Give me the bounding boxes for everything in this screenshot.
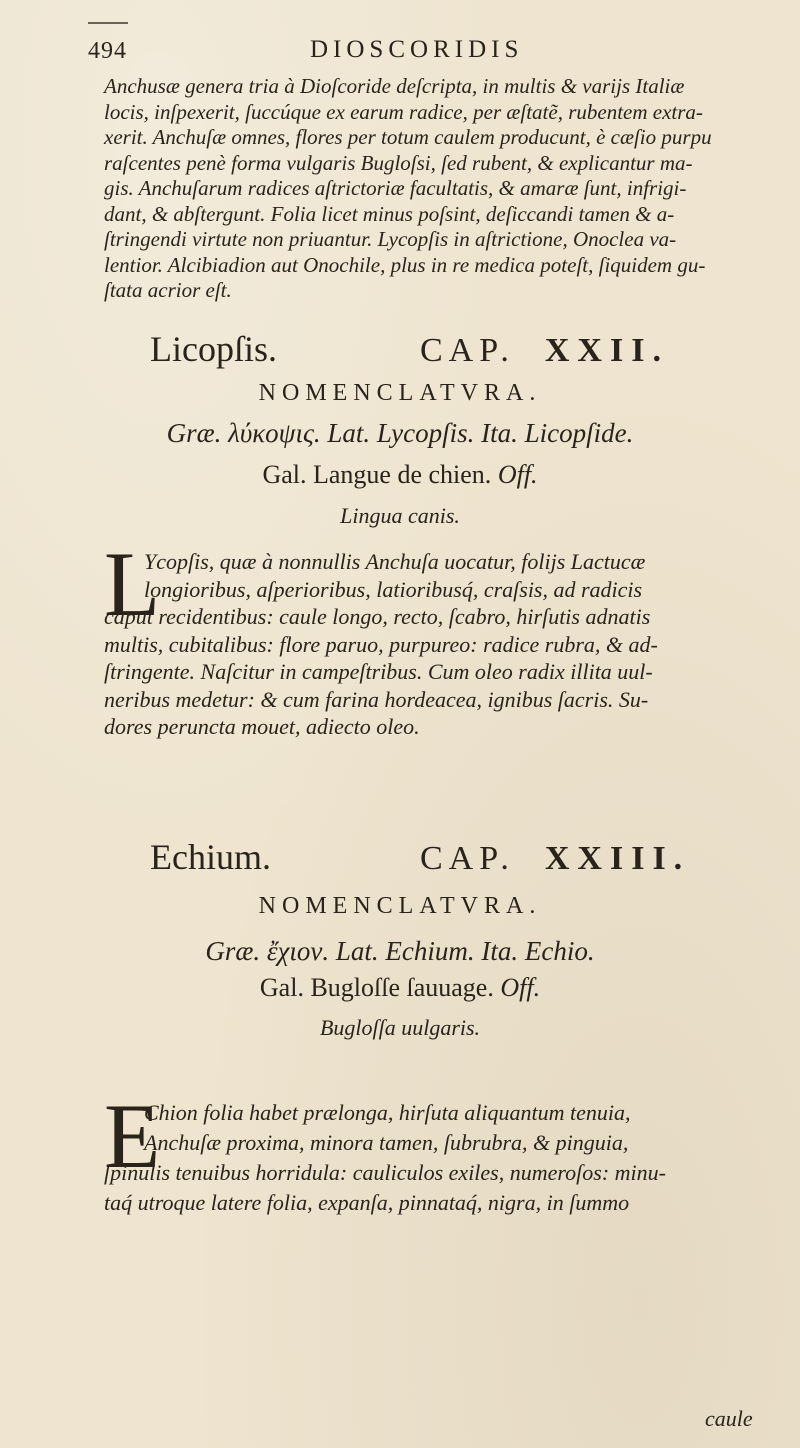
intro-paragraph (104, 74, 764, 304)
officinal-abbrev: Off. (497, 460, 538, 489)
text-line: caput recidentibus: caule longo, recto, ſcabro, hirſutis adnatis (104, 604, 651, 629)
text-line: gis. Anchuſarum radices aſtrictoriæ facultatis, & amaræ ſunt, infrigi- (104, 176, 687, 200)
text-line: ſtringente. Naſcitur in campeſtribus. Cum oleo radix illita uul- (104, 659, 653, 684)
text-line: locis, inſpexerit, ſuccúque ex earum radice, per æſtatẽ, rubentem extra- (104, 99, 703, 124)
officinal-abbrev: Off. (500, 973, 541, 1002)
chapter-number: XXIII. (544, 840, 691, 877)
gallic-name: Gal. Bugloſſe ſauuage. (259, 973, 494, 1002)
text-line: ſpinulis tenuibus horridula: cauliculos exiles, numeroſos: minu- (104, 1160, 666, 1185)
header-rule-mark (88, 22, 128, 24)
chapter-number: XXII. (544, 332, 669, 369)
text-line: ſtringendi virtute non priuantur. Lycopſis in aſtrictione, Onoclea va- (104, 227, 677, 251)
chapter-heading (150, 836, 750, 878)
text-line: Anchuſæ proxima, minora tamen, ſubrubra, & pinguia, (144, 1130, 629, 1155)
text-line: raſcentes penè forma vulgaris Bugloſsi, ſed rubent, & explicantur ma- (104, 150, 693, 175)
text-line: Anchusæ genera tria à Dioſcoride deſcripta, in multis & varijs Italiæ (104, 74, 685, 98)
catchword: caule (705, 1406, 753, 1431)
gallic-name-line (0, 973, 800, 1003)
text-line: ſtata acrior eſt. (104, 278, 232, 302)
synonyms-line: Græ. ἔχιον. Lat. Echium. Ita. Echio. (205, 936, 595, 966)
chapter-cap-label: CAP. (420, 332, 515, 369)
drop-cap: L (104, 533, 161, 635)
text-line: longioribus, aſperioribus, latioribusq́, craſsis, ad radicis (144, 576, 643, 602)
chapter-cap-label: CAP. (420, 840, 515, 877)
text-line: multis, cubitalibus: flore paruo, purpureo: radice rubra, & ad- (104, 631, 658, 657)
chapter-text (104, 548, 774, 741)
text-line: xerit. Anchuſæ omnes, flores per totum caulem producunt, è cæſio purpu (104, 125, 712, 149)
chapter-title: Echium. (150, 837, 271, 877)
nomenclatura-heading: NOMENCLATVRA. (258, 893, 542, 919)
text-line: dores perunctа mouet, adiecto oleo. (104, 714, 420, 739)
chapter-title: Licopſis. (150, 329, 277, 369)
chapter-text (104, 1098, 774, 1218)
text-line: Chion folia habet prælonga, hirſuta aliquantum tenuia, (144, 1100, 631, 1125)
gallic-name: Gal. Langue de chien. (262, 460, 492, 489)
drop-cap: E (104, 1085, 161, 1187)
text-line: neribus medetur: & cum farina hordeacea, ignibus ſacris. Su- (104, 686, 649, 712)
gallic-name-line (0, 460, 800, 490)
officinal-name: Bugloſſa uulgaris. (319, 1015, 481, 1040)
nomenclatura-heading: NOMENCLATVRA. (258, 380, 542, 406)
running-head: DIOSCORIDIS (310, 36, 524, 63)
synonyms-line: Græ. λύκοψις. Lat. Lycopſis. Ita. Licopſide. (166, 418, 634, 448)
text-line: lentior. Alcibiadion aut Onochile, plus in re medica poteſt, ſiquidem gu- (104, 252, 706, 277)
chapter-heading (150, 328, 750, 370)
text-line: Ycopſis, quæ à nonnullis Anchuſa uocatur, folijs Lactucæ (144, 549, 646, 574)
text-line: dant, & abſtergunt. Folia licet minus poſsint, deſiccandi tamen & a- (104, 201, 675, 226)
page-number: 494 (88, 38, 127, 64)
text-line: taq́ utroque latere folia, expanſa, pinnataq́, nigra, in ſummo (104, 1190, 630, 1215)
officinal-name: Lingua canis. (340, 503, 460, 528)
